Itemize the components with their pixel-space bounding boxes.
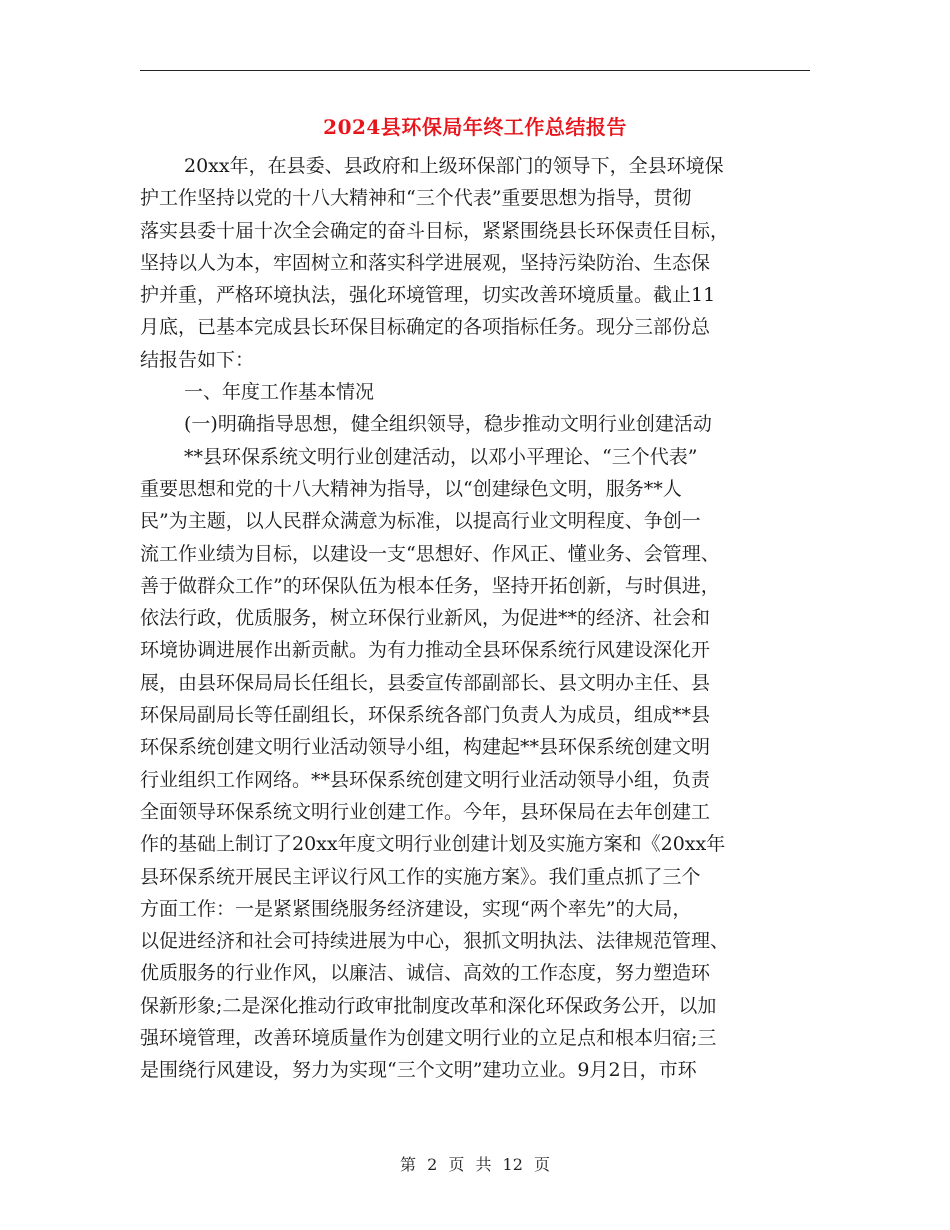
document-title: 2024县环保局年终工作总结报告 [323, 115, 627, 139]
text-line: 作的基础上制订了20xx年度文明行业创建计划及实施方案和《20xx年 [140, 833, 726, 856]
text-line: 全面领导环保系统文明行业创建工作。今年，县环保局在去年创建工 [140, 800, 711, 823]
text-line: 是围绕行风建设，努力为实现“三个文明”建功立业。9月2日，市环 [140, 1059, 697, 1082]
text-line: 流工作业绩为目标，以建设一支“思想好、作风正、懂业务、会管理、 [140, 542, 720, 565]
text-line: 展，由县环保局局长任组长，县委宣传部副部长、县文明办主任、县 [140, 671, 711, 694]
text-line: 结报告如下： [140, 348, 255, 371]
text-line: 民”为主题，以人民群众满意为标准，以提高行业文明程度、争创一 [140, 510, 701, 533]
page-number-footer: 第 2 页 共 12 页 [400, 1155, 550, 1174]
text-line: 落实县委十届十次全会确定的奋斗目标，紧紧围绕县长环保责任目标， [140, 219, 730, 242]
text-line: 县环保系统开展民主评议行风工作的实施方案》。我们重点抓了三个 [140, 865, 701, 888]
text-line: 保新形象;二是深化推动行政审批制度改革和深化环保政务公开，以加 [140, 994, 717, 1017]
text-line: 行业组织工作网络。**县环保系统创建文明行业活动领导小组，负责 [140, 768, 711, 791]
document-body [140, 150, 810, 1087]
text-line: **县环保系统文明行业创建活动，以邓小平理论、“三个代表” [184, 445, 698, 468]
text-line: 护并重，严格环境执法，强化环境管理，切实改善环境质量。截止11 [140, 284, 716, 307]
text-line: 环保系统创建文明行业活动领导小组，构建起**县环保系统创建文明 [140, 736, 711, 759]
text-line: 重要思想和党的十八大精神为指导，以“创建绿色文明，服务**人 [140, 477, 682, 500]
text-line: 以促进经济和社会可持续进展为中心，狠抓文明执法、法律规范管理、 [140, 930, 730, 953]
subsection-heading: (一)明确指导思想，健全组织领导，稳步推动文明行业创建活动 [184, 413, 712, 436]
text-line: 月底，已基本完成县长环保目标确定的各项指标任务。现分三部份总 [140, 316, 711, 339]
header-rule [140, 70, 810, 71]
text-line: 坚持以人为本，牢固树立和落实科学进展观，坚持污染防治、生态保 [140, 251, 711, 274]
text-line: 依法行政，优质服务，树立环保行业新风，为促进**的经济、社会和 [140, 607, 711, 630]
text-line: 善于做群众工作”的环保队伍为根本任务，坚持开拓创新，与时俱进， [140, 574, 720, 597]
text-line: 20xx年，在县委、县政府和上级环保部门的领导下，全县环境保 [184, 155, 724, 177]
text-line: 强环境管理，改善环境质量作为创建文明行业的立足点和根本归宿;三 [140, 1027, 717, 1050]
section-heading: 一、年度工作基本情况 [184, 381, 375, 404]
text-line: 优质服务的行业作风，以廉洁、诚信、高效的工作态度，努力塑造环 [140, 962, 711, 985]
text-line: 环境协调进展作出新贡献。为有力推动全县环保系统行风建设深化开 [140, 639, 711, 662]
text-line: 方面工作：一是紧紧围绕服务经济建设，实现“两个率先”的大局， [140, 897, 692, 920]
text-line: 环保局副局长等任副组长，环保系统各部门负责人为成员，组成**县 [140, 704, 711, 727]
text-line: 护工作坚持以党的十八大精神和“三个代表”重要思想为指导，贯彻 [140, 187, 692, 210]
